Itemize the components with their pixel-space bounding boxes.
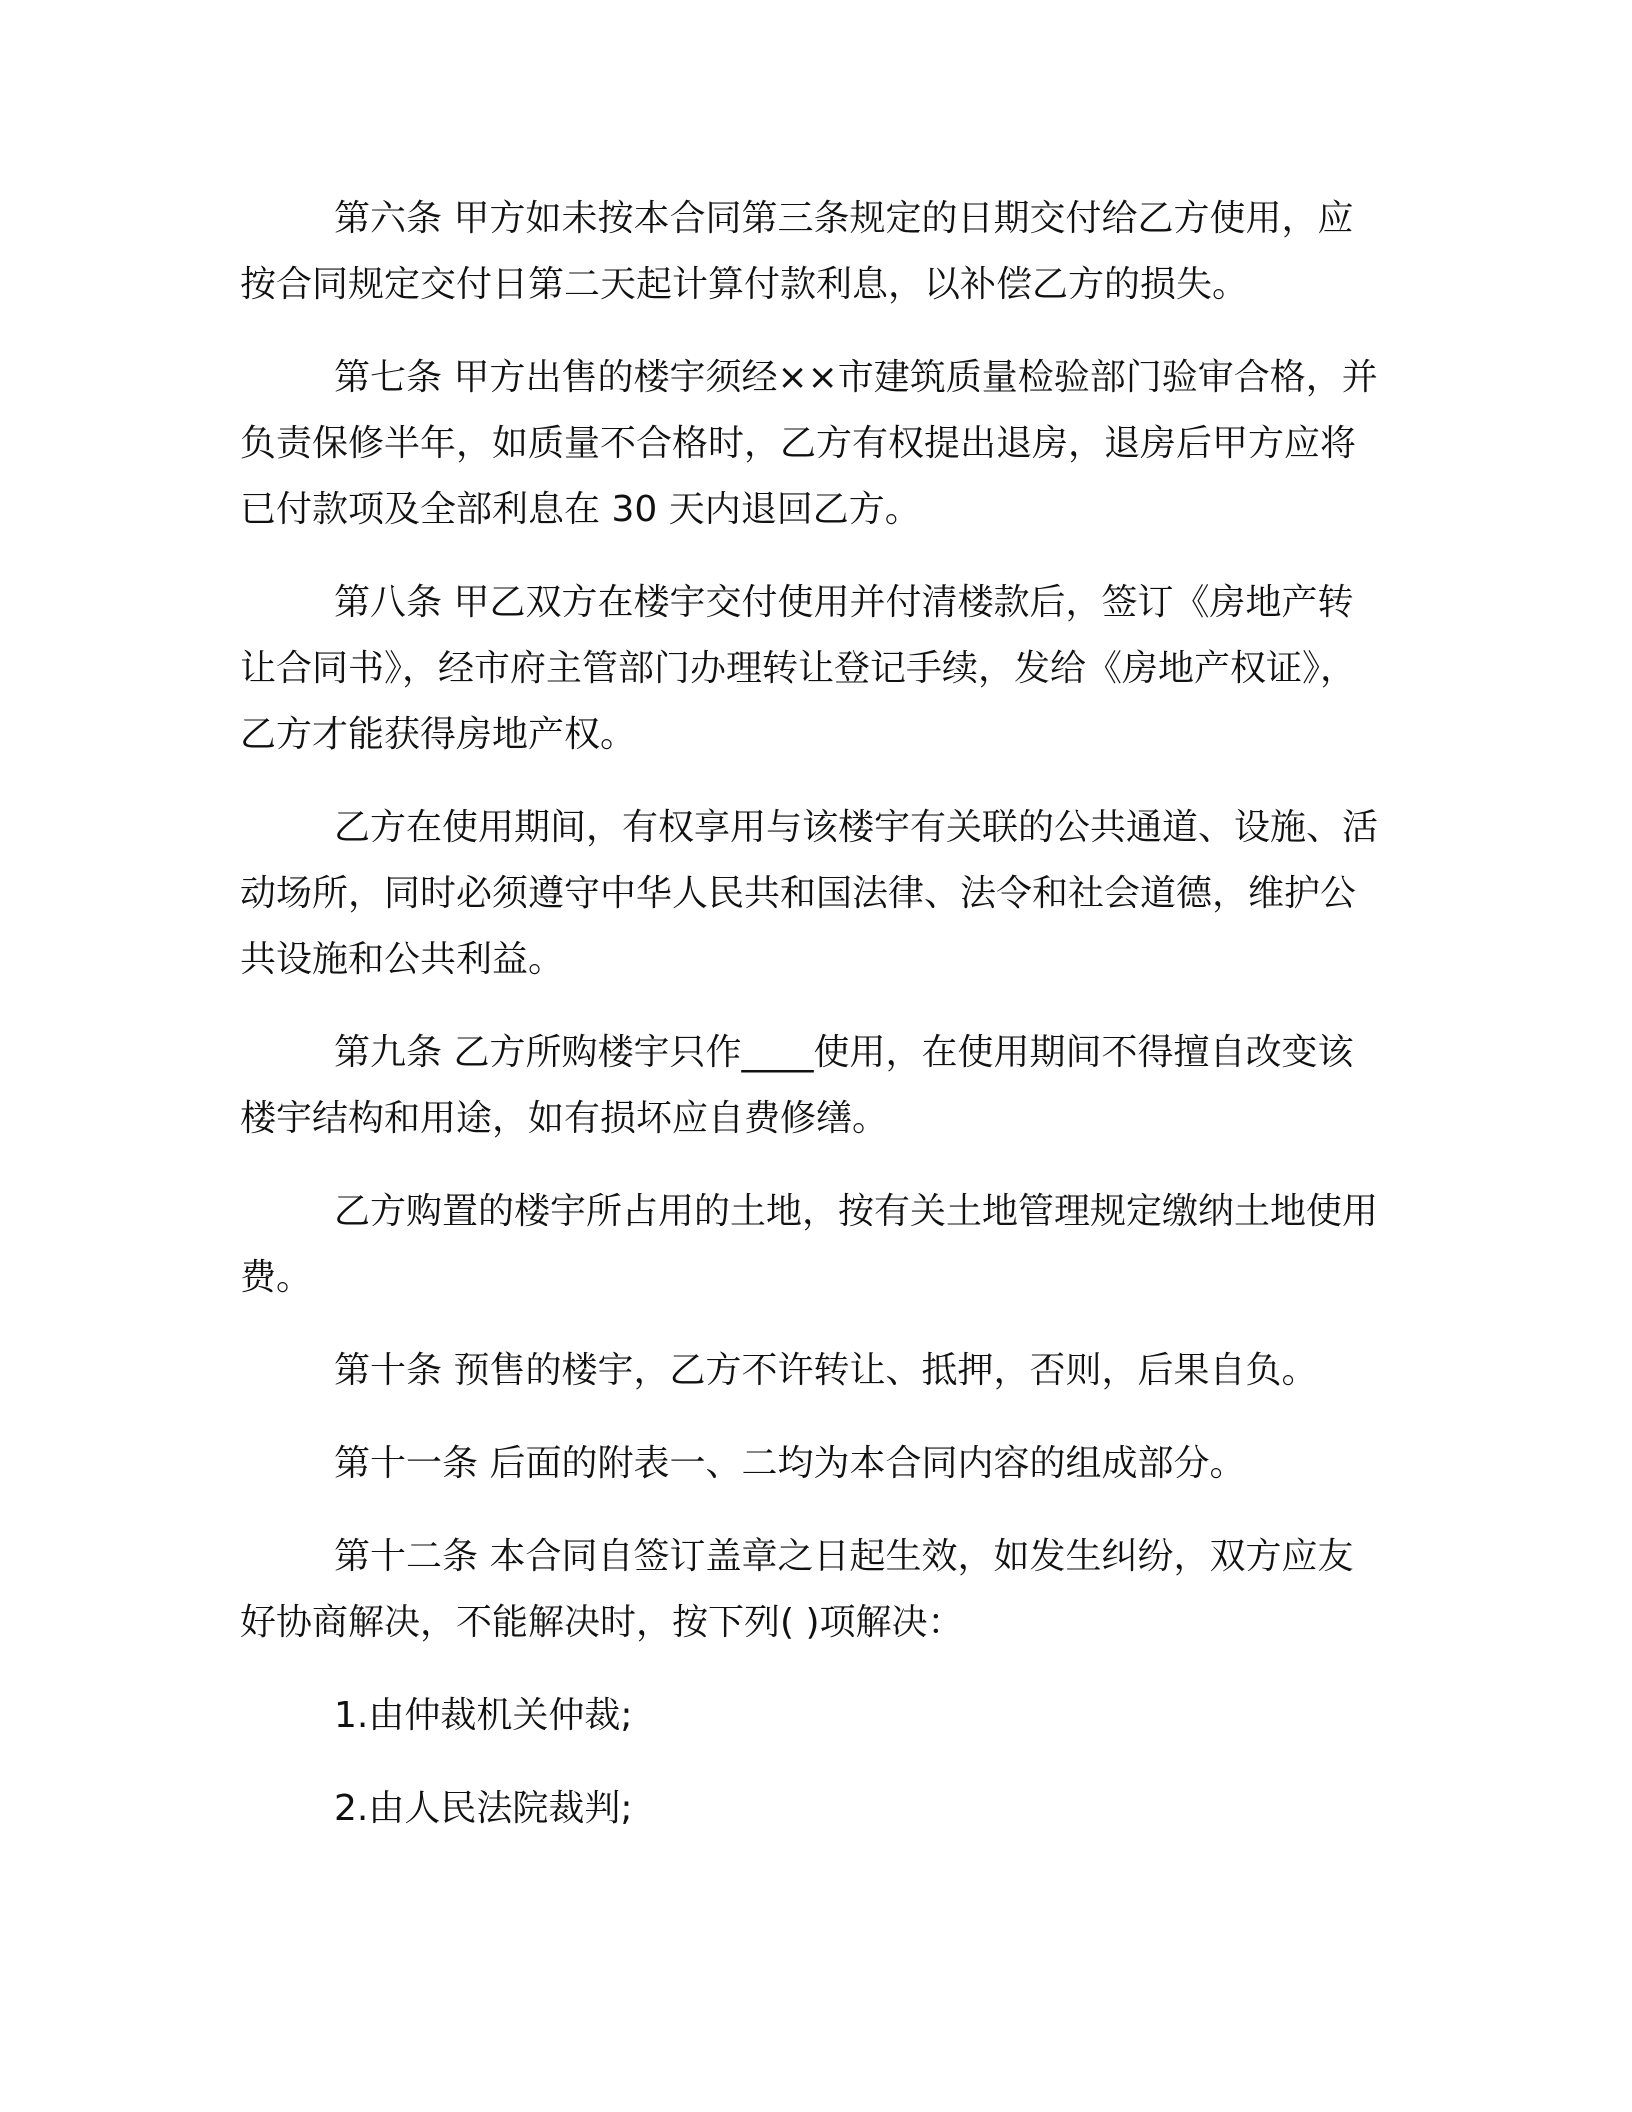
article-12: 第十二条 本合同自签订盖章之日起生效，如发生纠纷，双方应友好协商解决，不能解决时，按下列( )项解决： bbox=[240, 1536, 1354, 1643]
article-6: 第六条 甲方如未按本合同第三条规定的日期交付给乙方使用，应按合同规定交付日第二天起计算付款利息，以补偿乙方的损失。 bbox=[240, 198, 1354, 305]
article-10: 第十条 预售的楼宇，乙方不许转让、抵押，否则，后果自负。 bbox=[334, 1350, 1318, 1391]
resolution-option-2: 2.由人民法院裁判; bbox=[334, 1788, 633, 1829]
article-8-usage-rights: 乙方在使用期间，有权享用与该楼宇有关联的公共通道、设施、活动场所，同时必须遵守中华人民共和国法律、法令和社会道德，维护公共设施和公共利益。 bbox=[240, 807, 1379, 980]
article-8: 第八条 甲乙双方在楼宇交付使用并付清楼款后，签订《房地产转让合同书》，经市府主管部门办理转让登记手续，发给《房地产权证》，乙方才能获得房地产权。 bbox=[240, 582, 1357, 755]
article-7: 第七条 甲方出售的楼宇须经××市建筑质量检验部门验审合格，并负责保修半年，如质量不合格时，乙方有权提出退房，退房后甲方应将已付款项及全部利息在 30 天内退回乙方。 bbox=[240, 357, 1378, 530]
article-9-land-fee: 乙方购置的楼宇所占用的土地，按有关土地管理规定缴纳土地使用费。 bbox=[240, 1191, 1379, 1298]
article-11: 第十一条 后面的附表一、二均为本合同内容的组成部分。 bbox=[334, 1443, 1246, 1484]
contract-body bbox=[240, 186, 1385, 1869]
resolution-option-1: 1.由仲裁机关仲裁; bbox=[334, 1695, 633, 1736]
article-9: 第九条 乙方所购楼宇只作____使用，在使用期间不得擅自改变该楼宇结构和用途，如有损坏应自费修缮。 bbox=[240, 1032, 1354, 1139]
